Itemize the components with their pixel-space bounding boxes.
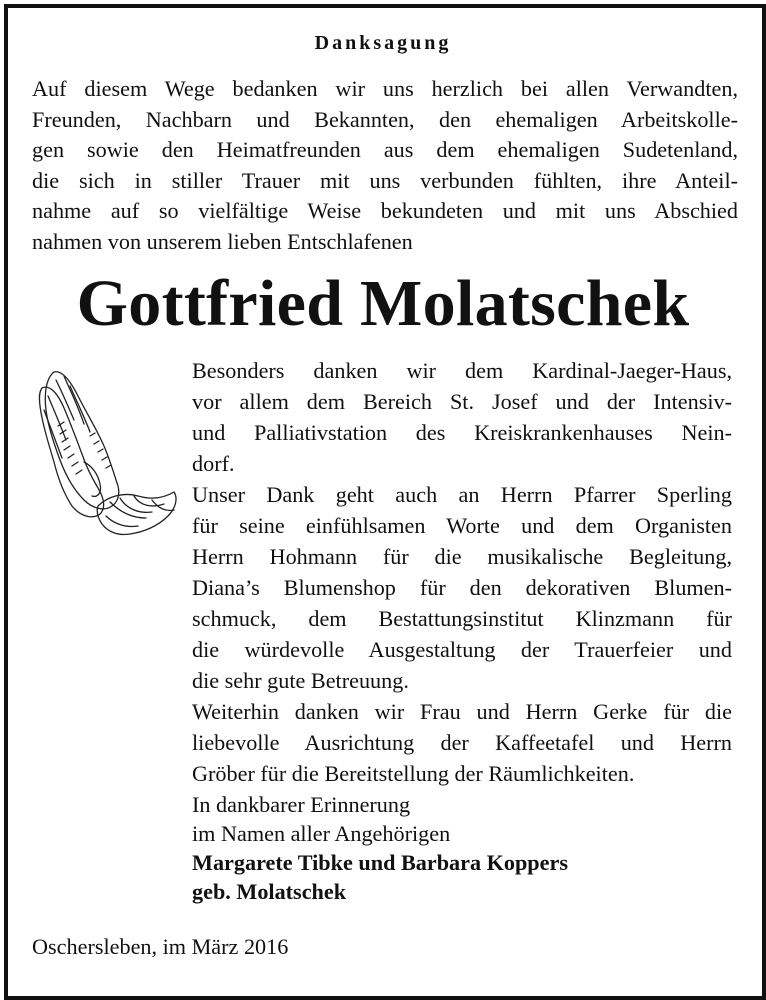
intro-line: Freunden, Nachbarn und Bekannten, den ehemaligen Arbeitskolle- xyxy=(32,106,738,132)
closing-block xyxy=(192,790,732,906)
notice-heading: Danksagung xyxy=(314,32,452,54)
thanks-line: Herrn Hohmann für die musikalische Begleitung, xyxy=(192,544,732,569)
thanks-line: die sehr gute Betreuung. xyxy=(192,668,409,693)
thanks-line: die würdevolle Ausgestaltung der Trauerfeier und xyxy=(192,637,732,662)
thanks-paragraph xyxy=(192,355,732,789)
deceased-name: Gottfried Molatschek xyxy=(76,267,690,340)
thanks-line: Besonders danken wir dem Kardinal-Jaeger-Haus, xyxy=(192,358,732,383)
thanks-line: Unser Dank geht auch an Herrn Pfarrer Sperling xyxy=(192,482,732,507)
thanks-line: schmuck, dem Bestattungsinstitut Klinzmann für xyxy=(192,606,732,631)
closing-line: im Namen aller Angehörigen xyxy=(192,821,451,846)
thanks-line: liebevolle Ausrichtung der Kaffeetafel und Herrn xyxy=(192,730,732,755)
maiden-name: geb. Molatschek xyxy=(192,879,347,904)
intro-line: nahmen von unserem lieben Entschlafenen xyxy=(32,228,413,254)
thanks-line: vor allem dem Bereich St. Josef und der Intensiv- xyxy=(192,389,732,414)
thanks-line: für seine einfühlsamen Worte und dem Organisten xyxy=(192,513,732,538)
thanks-line: Diana’s Blumenshop für den dekorativen Blumen- xyxy=(192,575,732,600)
thanks-line: und Palliativstation des Kreiskrankenhauses Nein- xyxy=(192,420,732,445)
intro-line: gen sowie den Heimatfreunden aus dem ehemaligen Sudetenland, xyxy=(32,137,738,163)
intro-line: die sich in stiller Trauer mit uns verbunden fühlten, ihre Anteil- xyxy=(32,167,738,193)
thanks-line: dorf. xyxy=(192,451,235,476)
thanks-line: Gröber für die Bereitstellung der Räumlichkeiten. xyxy=(192,761,635,786)
intro-line: nahme auf so vielfältige Weise bekundeten und mit uns Abschied xyxy=(32,198,738,224)
place-date: Oschersleben, im März 2016 xyxy=(32,934,289,959)
intro-paragraph xyxy=(32,74,738,258)
praying-hands-icon xyxy=(34,366,180,540)
signers-names: Margarete Tibke und Barbara Koppers xyxy=(192,850,568,875)
thanks-line: Weiterhin danken wir Frau und Herrn Gerke für die xyxy=(192,699,732,724)
closing-line: In dankbarer Erinnerung xyxy=(192,792,411,817)
intro-line: Auf diesem Wege bedanken wir uns herzlich bei allen Verwandten, xyxy=(32,76,738,101)
